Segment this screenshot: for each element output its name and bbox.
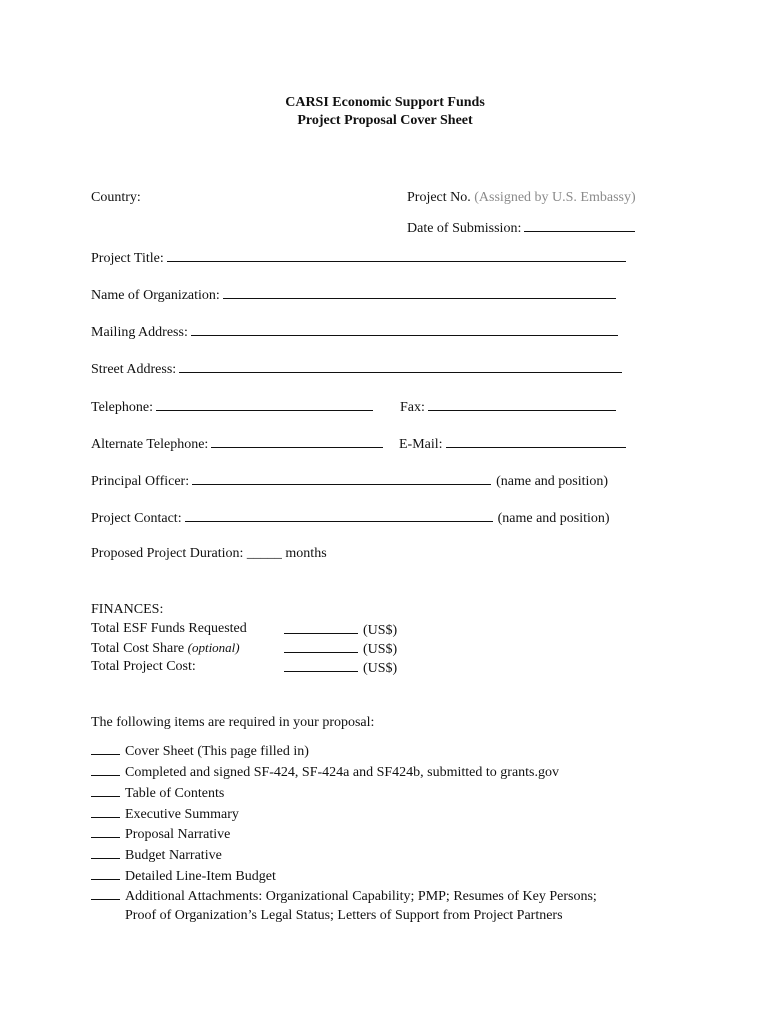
date-of-submission-field (407, 218, 635, 238)
principal-officer-field (91, 471, 608, 491)
country-label: Country: (91, 190, 141, 205)
checklist-blank[interactable] (91, 783, 120, 797)
checklist-item-continuation: Proof of Organization’s Legal Status; Letters of Support from Project Partners (125, 908, 563, 923)
project-contact-label: Project Contact: (91, 511, 182, 526)
finance-row-label: Total Project Cost: (91, 659, 196, 674)
project-contact-field (91, 508, 610, 528)
principal-officer-blank[interactable] (192, 471, 491, 485)
finance-amount-blank[interactable] (284, 639, 358, 653)
document-title-line-1: CARSI Economic Support Funds (285, 95, 485, 110)
street-address-blank[interactable] (179, 359, 622, 373)
finance-row-esf-requested (91, 620, 247, 638)
project-contact-suffix: (name and position) (497, 511, 610, 526)
telephone-blank[interactable] (156, 397, 373, 411)
checklist-item (91, 845, 222, 865)
checklist-item-label: Additional Attachments: Organizational Capability; PMP; Resumes of Key Persons; (125, 889, 597, 904)
principal-officer-suffix: (name and position) (496, 474, 609, 489)
checklist-item (91, 866, 276, 886)
finances-heading: FINANCES: (91, 602, 164, 617)
project-number-note: (Assigned by U.S. Embassy) (474, 190, 636, 205)
checklist-item-label: Executive Summary (125, 807, 239, 822)
checklist-item (91, 741, 309, 761)
finance-row-unit: (US$) (363, 642, 398, 657)
project-title-field (91, 248, 626, 268)
finance-row-label: Total Cost Share (91, 641, 185, 656)
checklist-item (91, 886, 597, 906)
alternate-telephone-field (91, 434, 383, 454)
proposed-duration-label: Proposed Project Duration: (91, 546, 244, 561)
mailing-address-field (91, 322, 618, 342)
proposed-duration-field (91, 545, 327, 563)
date-of-submission-blank[interactable] (524, 218, 635, 232)
street-address-label: Street Address: (91, 362, 177, 377)
finance-row-cost-share (91, 639, 240, 658)
checklist-item-label: Detailed Line-Item Budget (125, 869, 276, 884)
mailing-address-label: Mailing Address: (91, 325, 188, 340)
checklist-blank[interactable] (91, 762, 120, 776)
checklist-item-label: Cover Sheet (This page filled in) (125, 744, 309, 759)
checklist-blank[interactable] (91, 741, 120, 755)
checklist-item-label: Budget Narrative (125, 848, 222, 863)
telephone-label: Telephone: (91, 400, 153, 415)
checklist-blank[interactable] (91, 845, 120, 859)
telephone-field (91, 397, 373, 417)
checklist-blank[interactable] (91, 866, 120, 880)
finance-row-total-cost (91, 658, 196, 676)
email-field (399, 434, 626, 454)
alternate-telephone-blank[interactable] (211, 434, 383, 448)
email-label: E-Mail: (399, 437, 443, 452)
checklist-item-label: Completed and signed SF-424, SF-424a and SF424b, submitted to grants.gov (125, 765, 559, 780)
checklist-item (91, 824, 230, 844)
principal-officer-label: Principal Officer: (91, 474, 190, 489)
document-title-line-2: Project Proposal Cover Sheet (297, 113, 473, 128)
proposed-duration-unit: months (285, 546, 327, 561)
finance-row-esf-requested-amount (284, 620, 397, 640)
organization-name-field (91, 285, 616, 305)
finance-row-label: Total ESF Funds Requested (91, 621, 247, 636)
project-number-label: Project No. (407, 190, 471, 205)
finance-amount-blank[interactable] (284, 620, 358, 634)
fax-label: Fax: (400, 400, 425, 415)
proposed-duration-blank[interactable]: _____ (246, 546, 282, 561)
finance-row-total-cost-amount (284, 658, 397, 678)
project-contact-blank[interactable] (185, 508, 493, 522)
checklist-blank[interactable] (91, 804, 120, 818)
project-title-blank[interactable] (167, 248, 626, 262)
finance-amount-blank[interactable] (284, 658, 358, 672)
fax-blank[interactable] (428, 397, 616, 411)
checklist-item-label: Table of Contents (125, 786, 225, 801)
project-title-label: Project Title: (91, 251, 164, 266)
organization-name-label: Name of Organization: (91, 288, 220, 303)
street-address-field (91, 359, 622, 379)
checklist-intro: The following items are required in your proposal: (91, 715, 375, 730)
checklist-blank[interactable] (91, 824, 120, 838)
checklist-item (91, 804, 239, 824)
checklist-item-label: Proposal Narrative (125, 827, 231, 842)
organization-name-blank[interactable] (223, 285, 616, 299)
finance-row-cost-share-amount (284, 639, 397, 659)
finance-row-note: (optional) (187, 640, 240, 655)
project-number-field (407, 189, 636, 207)
alternate-telephone-label: Alternate Telephone: (91, 437, 209, 452)
checklist-item (91, 783, 224, 803)
fax-field (400, 397, 616, 417)
mailing-address-blank[interactable] (191, 322, 618, 336)
finance-row-unit: (US$) (363, 661, 398, 676)
email-blank[interactable] (446, 434, 626, 448)
checklist-blank[interactable] (91, 886, 120, 900)
checklist-item (91, 762, 559, 782)
date-of-submission-label: Date of Submission: (407, 221, 522, 236)
finance-row-unit: (US$) (363, 623, 398, 638)
